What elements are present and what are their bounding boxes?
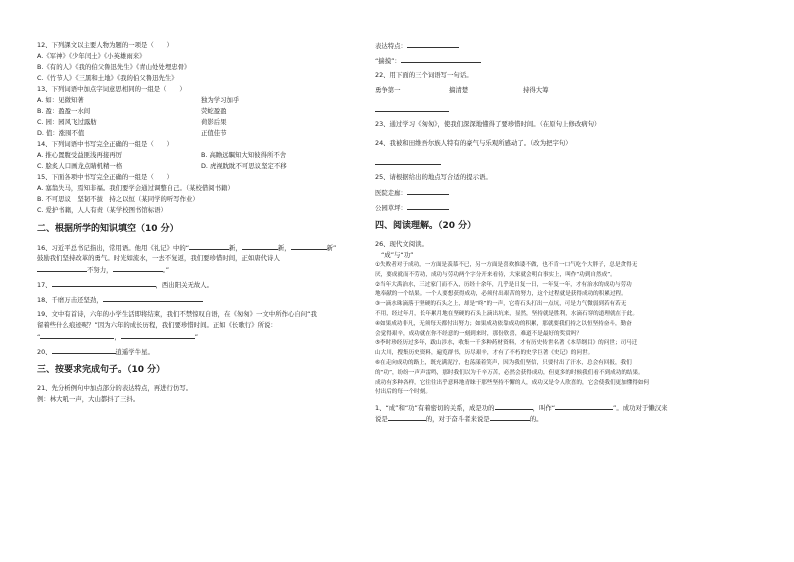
passage-line: ⑤李时珍经历过多年，跋山涉水，收集一千多种药材资料，才有历史传世名著《本草纲目》的问世；司马迁 bbox=[375, 340, 638, 347]
q16-text-b: 新， bbox=[229, 244, 242, 252]
q13-a1: A. 如：见微知著 bbox=[37, 96, 84, 104]
q25-park-blank[interactable] bbox=[407, 202, 449, 210]
q15-option-c: C. 爱护书籍，人人有责（某学校图书馆标语） bbox=[37, 206, 167, 214]
q26-1-text-d: 说是 bbox=[375, 415, 388, 424]
q25-hospital-blank[interactable] bbox=[407, 187, 449, 195]
section-2-heading: 二、根据所学的知识填空（10 分） bbox=[37, 224, 179, 234]
q22-word-2: 搞清楚 bbox=[449, 86, 469, 94]
q24-answer-line bbox=[375, 157, 767, 168]
q22-word-1: 勇争第一 bbox=[375, 86, 401, 94]
passage-body bbox=[375, 261, 767, 398]
q22-words bbox=[375, 85, 767, 96]
q12-option-a: A.《军神》《少年闰土》《小英雄雨来》 bbox=[37, 52, 146, 60]
q13-a2: 独为学习加乎 bbox=[201, 96, 240, 104]
q16-text-f: 。” bbox=[162, 266, 170, 274]
q13-stem: 13、下列词语中加点字词意思相同的一组是（ ） bbox=[37, 85, 186, 93]
q13-b1: B. 盈：盈盈一水间 bbox=[37, 107, 91, 115]
q16-blank-5[interactable] bbox=[113, 264, 163, 272]
q26-1-text-c: ”。成功对于懒汉来 bbox=[613, 404, 668, 413]
q15-option-a: A. 塞翁失马，焉知非福。我们要学会通过调整自己。（某校借阅书籍） bbox=[37, 184, 234, 192]
passage-line: ④如果成功非凡，无须每天都付出努力；如果成功依靠成功的积累，那就要我们持之以恒坚持奋斗，勤奋 bbox=[375, 320, 632, 327]
q13-row-b bbox=[37, 106, 365, 117]
q19-line1: 19、文中有首诗，六年的小学生活即将结束，我们不禁惊叹自语，在《匆匆》一文中所作心自问“我 bbox=[37, 310, 317, 318]
q13-d1: D. 值：涨囤不值 bbox=[37, 129, 85, 137]
q14-row-ab bbox=[37, 150, 365, 161]
q26-1-blank-1[interactable] bbox=[495, 402, 533, 410]
q13-row-a bbox=[37, 95, 365, 106]
q26-1-blank-2[interactable] bbox=[555, 402, 613, 410]
q13-d2: 正值佳节 bbox=[201, 129, 227, 137]
q26-1-line2 bbox=[375, 413, 767, 424]
q20-number: 20、 bbox=[37, 348, 52, 356]
q14-option-b: B. 高瞻远瞩知大知彼得所不舍 bbox=[201, 151, 287, 159]
q21-line1: 21、先分析例句中加点部分的表达特点，再进行仿写。 bbox=[37, 384, 193, 392]
q14-row-cd bbox=[37, 161, 365, 172]
q21-feature-blank[interactable] bbox=[407, 40, 459, 48]
q25-hospital-line bbox=[375, 187, 767, 198]
q21-imitate-blank[interactable] bbox=[401, 55, 481, 63]
passage-line: 付出后的每一个时刻。 bbox=[375, 389, 431, 396]
q14-stem: 14、下列词语中书写完全正确的一组是（ ） bbox=[37, 140, 173, 148]
q16-line3 bbox=[37, 264, 365, 275]
q19-blank-2[interactable] bbox=[121, 331, 195, 339]
q12-option-b: B.《有的人》《我的伯父鲁迅先生》《青山处处埋忠骨》 bbox=[37, 63, 191, 71]
q24-stem: 24、我被和田维吾尔族人特有的豪气与乐观所感动了。（改为把字句） bbox=[375, 139, 572, 147]
q17-blank[interactable] bbox=[52, 279, 156, 287]
q13-c1: C. 园：园风飞过露舫 bbox=[37, 118, 97, 126]
passage-line: 山大川，搜集历史资料，遍览群书，历尽艰辛，才有了不朽的史学巨著《史记》的问世。 bbox=[375, 350, 594, 357]
passage-line: ⑥在走向成功的路上，既充满泥泞，也荡漾着笑声，因为我们坚信，只要付出了汗水，总会有回报，我们 bbox=[375, 359, 632, 366]
q26-1-text-a: 1、“成”和“功”有着密切的关系，成是功的 bbox=[375, 404, 495, 413]
q18-blank[interactable] bbox=[103, 294, 203, 302]
q12-stem: 12、下列課文以主要人物为题的一项是（ ） bbox=[37, 41, 173, 49]
q21-feature-line bbox=[375, 40, 767, 51]
q14-option-c: C. 脍炙人口画龙点睛机精一格 bbox=[37, 162, 123, 170]
passage-line: ③一滴水珠滴落于坚硬的石头之上，却是“咚”的一声，它将石头打出一点坑，可是力气微弱到若有若无 bbox=[375, 301, 627, 308]
q25-hospital-label: 医院走廊： bbox=[375, 189, 407, 197]
q19-quote-close: ” bbox=[194, 333, 199, 341]
q19-blank-1[interactable] bbox=[40, 331, 114, 339]
q20-text: 逍遥学牛星。 bbox=[115, 348, 154, 356]
q19-quote-open: “ bbox=[37, 333, 41, 341]
q19-line2: 留着些什么痕迹呢？”因为六年的成长历程，我们要珍惜时间。正如《长歌行》所说： bbox=[37, 321, 277, 329]
q13-row-d bbox=[37, 128, 365, 139]
q16-text-a: 16、习近平总书记指出，常用语。他用《礼记》中的“ bbox=[37, 244, 190, 252]
q14-option-d: D. 虎视眈眈不可思议坚定不移 bbox=[201, 162, 287, 170]
q25-park-label: 公园草坪： bbox=[375, 204, 407, 212]
q26-stem: 26、现代文阅读。 bbox=[375, 240, 428, 248]
q25-stem: 25、请根据给出的地点写合适的提示语。 bbox=[375, 173, 492, 181]
q21-feature-label: 表达特点： bbox=[375, 42, 407, 50]
q21-line2: 例：林大吼一声，大山都抖了三抖。 bbox=[37, 395, 140, 403]
q19-comma: ， bbox=[114, 333, 121, 341]
passage-line: 厌，要成就而不劳功，成功与劳功两个字分开来看待，大家就会明白事实上，叫作“功到自然成”。 bbox=[375, 271, 616, 278]
q26-1-text-b: ，叫作“ bbox=[532, 404, 556, 413]
q16-blank-2[interactable] bbox=[242, 242, 278, 250]
q13-b2: 荧蛇盈盈 bbox=[201, 107, 227, 115]
q18-line bbox=[37, 294, 365, 305]
q16-line2: 鼓励我们坚持改革的勇气。时光如流水，一去不复返，我们要珍惜时间，正如唐代诗人 bbox=[37, 254, 280, 262]
q21-imitate-label: “揣摸”： bbox=[375, 57, 401, 65]
q16-blank-1[interactable] bbox=[189, 242, 229, 250]
q18-text: 18、千磨万击还坚劲， bbox=[37, 296, 103, 304]
passage-line: 成功有多种各样，它往往出乎意料地青睐于那些坚持不懈的人，成功又是令人欣喜的，它会使我们更加懂得如何 bbox=[375, 379, 650, 386]
q20-line bbox=[37, 346, 365, 357]
passage-line: 的“功”，纷纷一声声雷鸣，那时我们以为千辛万苦，必然会获得成功，但更多的时候我们看不到成功的结果。 bbox=[375, 369, 644, 376]
q16-blank-3[interactable] bbox=[291, 242, 327, 250]
passage-title: “成”与“功” bbox=[381, 251, 414, 259]
q12-option-c: C.《竹节人》《三黑和土地》《我的伯父鲁迅先生》 bbox=[37, 74, 178, 82]
q26-1-blank-4[interactable] bbox=[490, 413, 530, 421]
passage-line: 不用，经过年月，长年累月地在坚硬的石头上滴出坑来，显然，坚持就是胜利，水滴石穿的道理就在于此。 bbox=[375, 310, 638, 317]
q16-text-e: 不努力， bbox=[87, 266, 113, 274]
q23-stem: 23、通过学习《匆匆》，使我们深深地懂得了要珍惜时间。（在原句上修改病句） bbox=[375, 120, 601, 128]
q24-blank[interactable] bbox=[375, 157, 441, 165]
right-column bbox=[375, 40, 767, 424]
left-column bbox=[37, 40, 365, 405]
q16-text-c: 新， bbox=[277, 244, 291, 252]
section-4-heading: 四、阅读理解。（20 分） bbox=[375, 221, 477, 231]
q16-line1 bbox=[37, 242, 365, 253]
q25-park-line bbox=[375, 202, 767, 213]
q26-1-blank-3[interactable] bbox=[388, 413, 426, 421]
q20-blank[interactable] bbox=[52, 346, 116, 354]
q16-blank-4[interactable] bbox=[37, 264, 87, 272]
passage-line: 地奉献的一个结果。一个人要想获得成功，必须付出艰苦的努力，这个过程就是获得成功的积累过程。 bbox=[375, 291, 627, 298]
section-3-heading: 三、按要求完成句子。（10 分） bbox=[37, 365, 166, 375]
q26-1-line1 bbox=[375, 402, 767, 413]
q26-1-text-f: 的。 bbox=[529, 415, 543, 424]
q13-row-c bbox=[37, 117, 365, 128]
q15-stem: 15、下面各项中书写完全正确的一组是（ ） bbox=[37, 173, 173, 181]
q13-c2: 荷影后果 bbox=[201, 118, 227, 126]
q16-text-d: 新” bbox=[326, 244, 337, 252]
q14-option-a: A. 推心置腹受益匪浅再接再厉 bbox=[37, 151, 123, 159]
passage-line: ①失败者对于成功，一方面是羡慕不已，另一方面是喜欢推诿不做，也不肯一口气吃个大胖子，总是贪得无 bbox=[375, 262, 638, 268]
q22-word-3: 持得大筹 bbox=[523, 86, 549, 94]
q22-answer-line bbox=[375, 104, 767, 115]
q15-option-b: B. 不可思议 坚韧不拔 持之以恒（某同学的听写作业） bbox=[37, 195, 199, 203]
q21-imitate-line bbox=[375, 55, 767, 66]
passage-line: 会觉得艰辛，成功就在你不经意的一刻到来时，那份欣喜，难道不是最好的奖赏吗？ bbox=[375, 330, 582, 337]
q22-blank[interactable] bbox=[375, 104, 449, 112]
q26-1-text-e: 的，对于奋斗者来说是 bbox=[425, 415, 490, 424]
passage-line: ②当年大禹治水，三过家门而不入，历经十余年，几乎是日复一日，一年复一年，才有治水的成功与劳功 bbox=[375, 281, 632, 288]
q22-stem: 22、用下面的三个词语写一句话。 bbox=[375, 71, 473, 79]
q17-number: 17、 bbox=[37, 281, 52, 289]
q17-line bbox=[37, 279, 365, 290]
q17-text: ，西出阳关无故人。 bbox=[155, 281, 214, 289]
q19-line3 bbox=[37, 331, 365, 342]
